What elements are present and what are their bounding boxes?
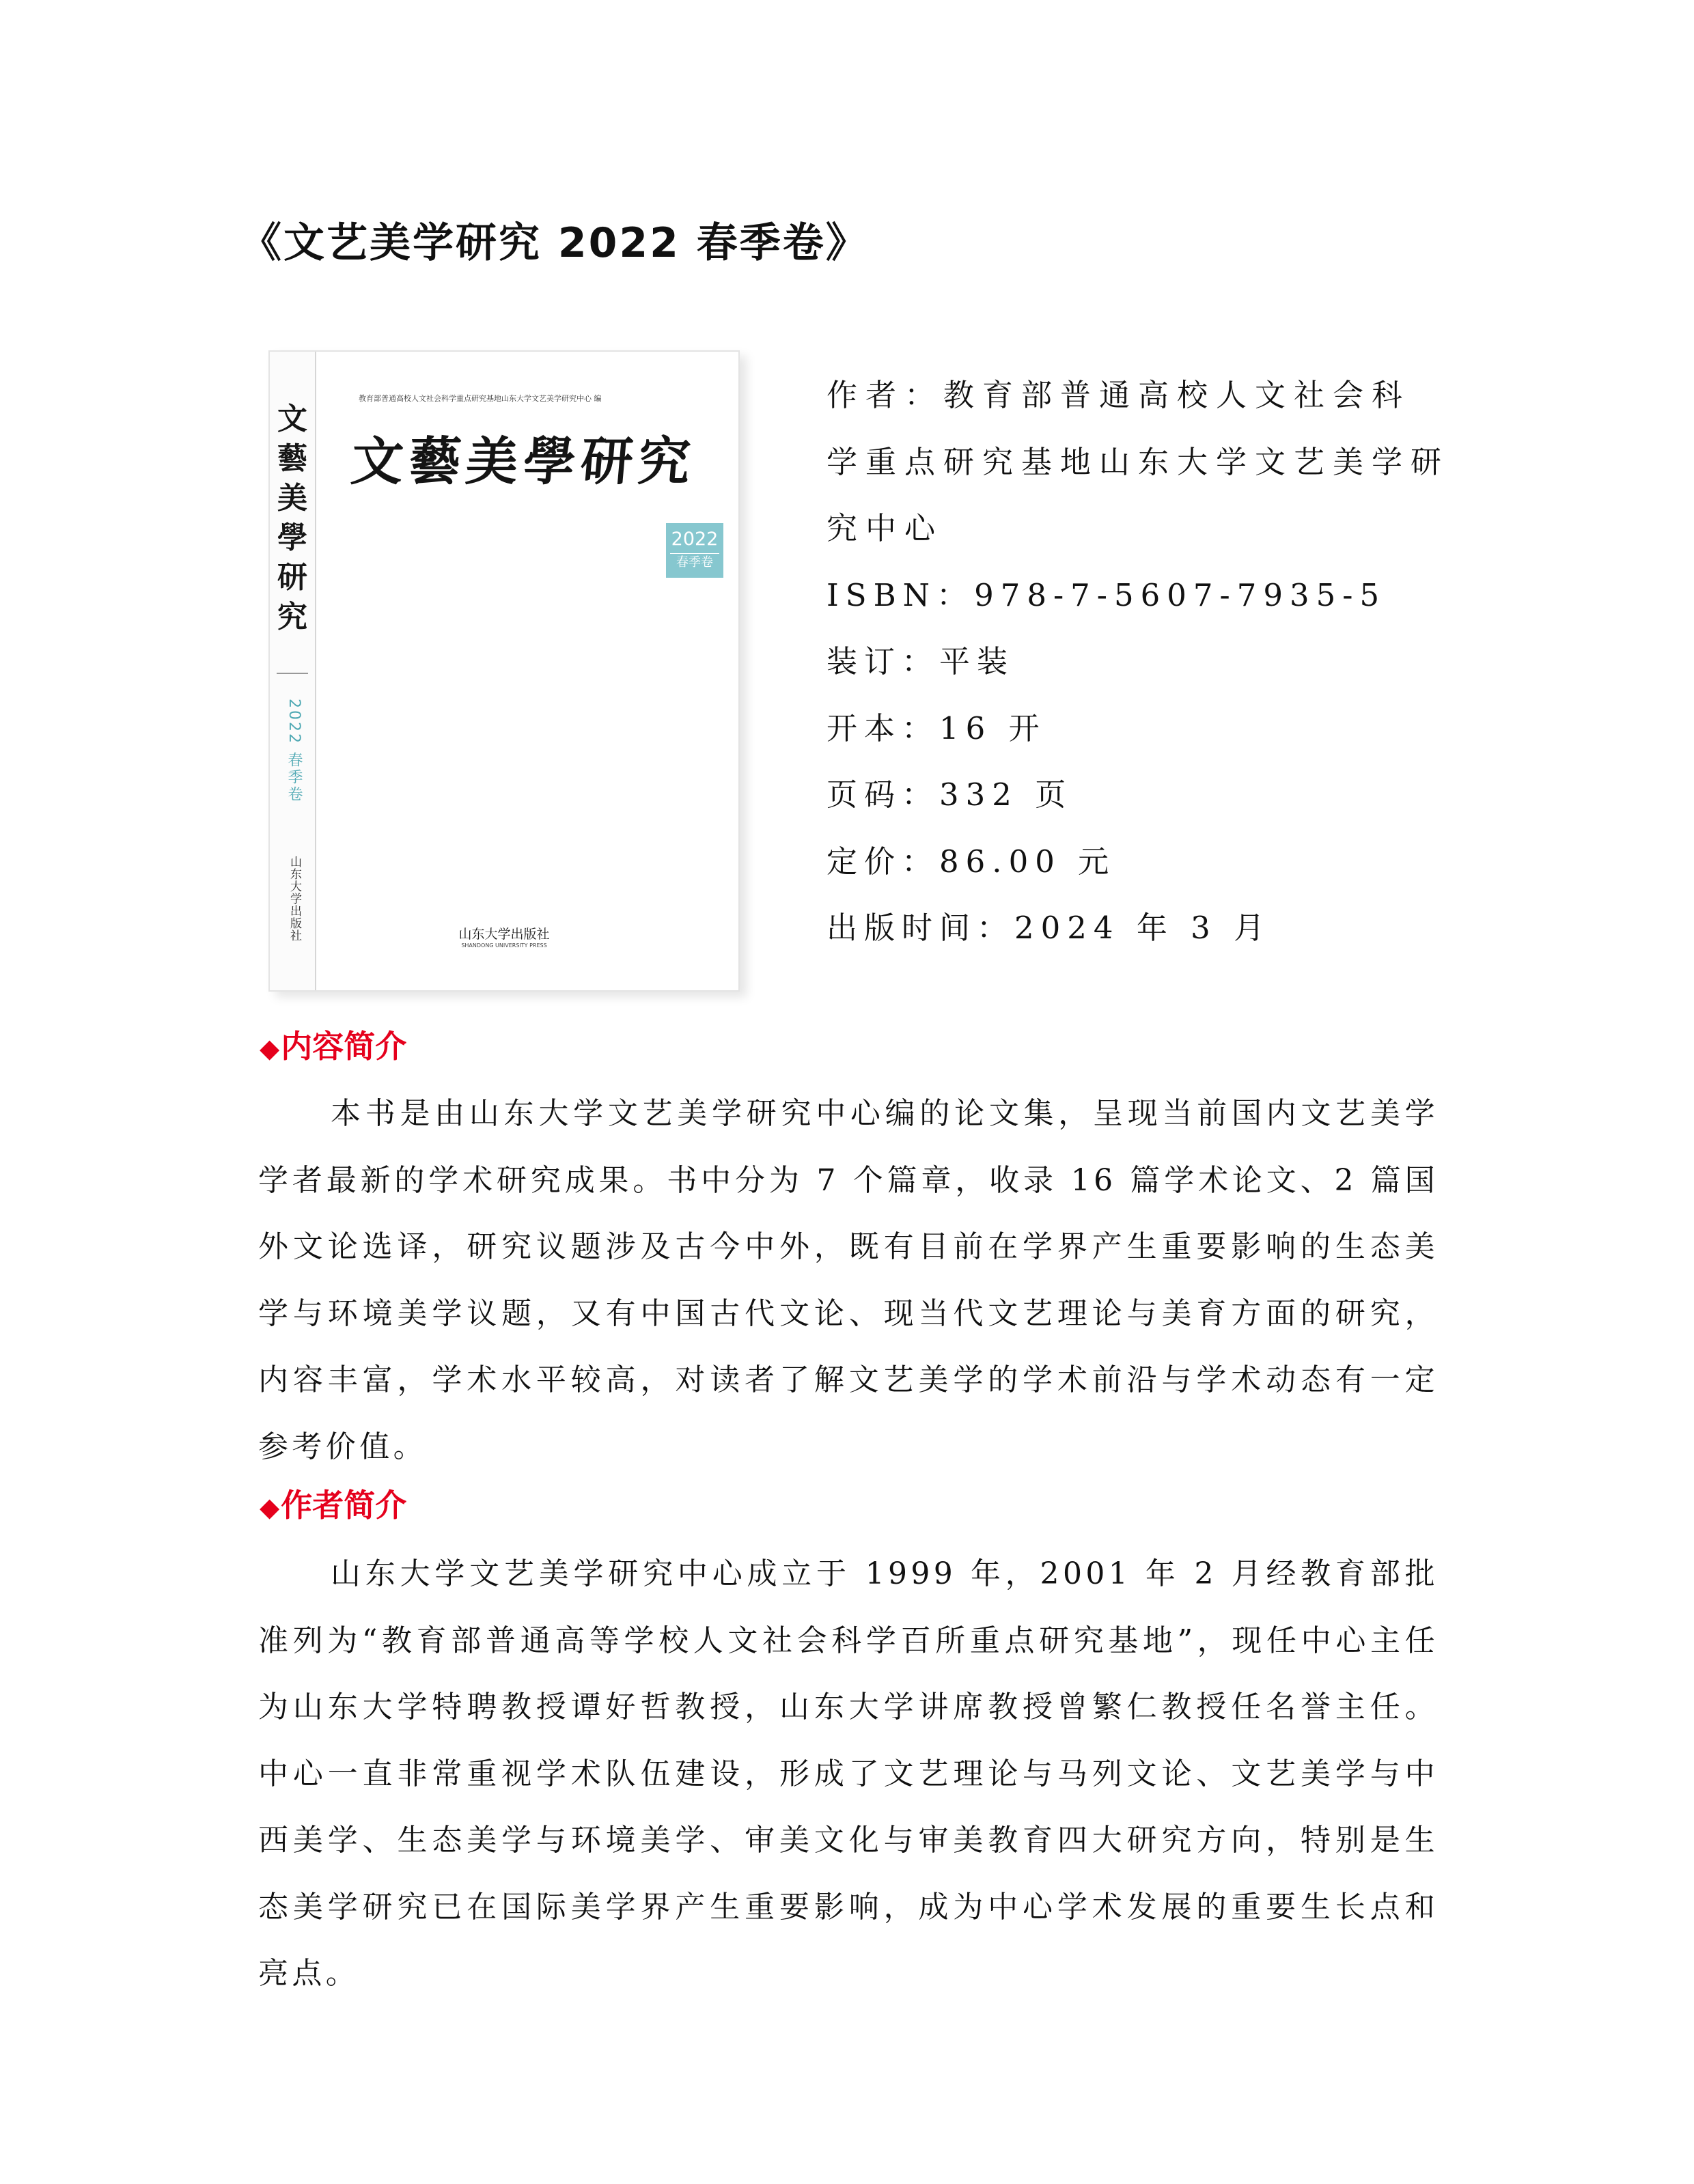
meta-price-value: 86.00 元 xyxy=(939,843,1116,880)
spine-year-label: 2022 春季卷 xyxy=(286,699,303,803)
publisher-name: 山东大学出版社 xyxy=(458,927,550,942)
diamond-bullet-icon: ◆ xyxy=(260,1492,280,1522)
book-metadata xyxy=(780,362,1449,962)
spine-divider xyxy=(277,673,308,674)
meta-price-label: 定价： xyxy=(827,843,940,880)
author-intro-heading-text: 作者简介 xyxy=(281,1487,407,1524)
spine-publisher: 山东大学出版社 xyxy=(288,856,301,942)
cover-badge-season: 春季卷 xyxy=(670,553,719,572)
meta-author-value: 教育部普通高校人文社会科学重点研究基地山东大学文艺美学研究中心 xyxy=(827,377,1450,546)
cover-badge-year: 2022 xyxy=(671,529,719,550)
meta-date-value: 2024 年 3 月 xyxy=(1014,910,1272,946)
meta-pages-value: 332 页 xyxy=(939,776,1073,813)
spine-title: 文藝美學研究 xyxy=(277,402,307,634)
meta-pages xyxy=(780,761,1449,828)
diamond-bullet-icon: ◆ xyxy=(260,1033,280,1063)
publisher-name-en: SHANDONG UNIVERSITY PRESS xyxy=(461,942,547,949)
author-intro-paragraph: 山东大学文艺美学研究中心成立于 1999 年，2001 年 2 月经教育部批准列为“教育部普通高等学校人文社会科学百所重点研究基地”，现任中心主任为山东大学特聘教授谭好哲教授，山东大学讲席教授曾繁仁教授任名誉主任。中心一直非常重视学术队伍建设，形成了文艺理论与马列文论、文艺美学与中西美学、生态美学与环境美学、审美文化与审美教育四大研究方向，特别是生态美学研究已在国际美学界产生重要影响，成为中心学术发展的重要生长点和亮点。 xyxy=(258,1556,1439,1991)
book-cover-image xyxy=(268,350,740,992)
cover-editor-line: 教育部普通高校人文社会科学重点研究基地山东大学文艺美学研究中心 编 xyxy=(359,394,602,403)
meta-date-label: 出版时间： xyxy=(827,910,1015,946)
publisher-logo xyxy=(270,924,738,949)
meta-isbn xyxy=(780,562,1449,629)
meta-format xyxy=(780,695,1449,762)
meta-isbn-value: 978-7-5607-7935-5 xyxy=(974,576,1387,613)
meta-format-value: 16 开 xyxy=(939,710,1046,746)
summary-heading-text: 内容简介 xyxy=(281,1028,407,1065)
cover-year-badge xyxy=(666,523,723,578)
summary-paragraph: 本书是由山东大学文艺美学研究中心编的论文集，呈现当前国内文艺美学学者最新的学术研究成果。书中分为 7 个篇章，收录 16 篇学术论文、2 篇国外文论选译，研究议题涉及古今中外，既有目前在学界产生重要影响的生态美学与环境美学议题，又有中国古代文论、现当代文艺理论与美育方面的研究，内容丰富，学术水平较高，对读者了解文艺美学的学术前沿与学术动态有一定参考价值。 xyxy=(258,1096,1439,1464)
cover-title: 文藝美學研究 xyxy=(348,431,699,492)
meta-isbn-label: ISBN： xyxy=(827,576,975,613)
meta-publish-date xyxy=(780,895,1449,962)
author-intro-heading xyxy=(260,1485,406,1528)
meta-author-label: 作者： xyxy=(827,377,944,413)
page-title: 《文艺美学研究 2022 春季卷》 xyxy=(240,219,869,267)
meta-pages-label: 页码： xyxy=(827,776,940,813)
meta-format-label: 开本： xyxy=(827,710,940,746)
meta-binding xyxy=(780,628,1449,695)
summary-heading xyxy=(260,1026,406,1069)
meta-binding-label: 装订： xyxy=(827,643,940,680)
meta-binding-value: 平装 xyxy=(939,643,1015,680)
meta-price xyxy=(780,828,1449,895)
cover-spine xyxy=(270,352,316,990)
meta-author xyxy=(780,362,1449,562)
